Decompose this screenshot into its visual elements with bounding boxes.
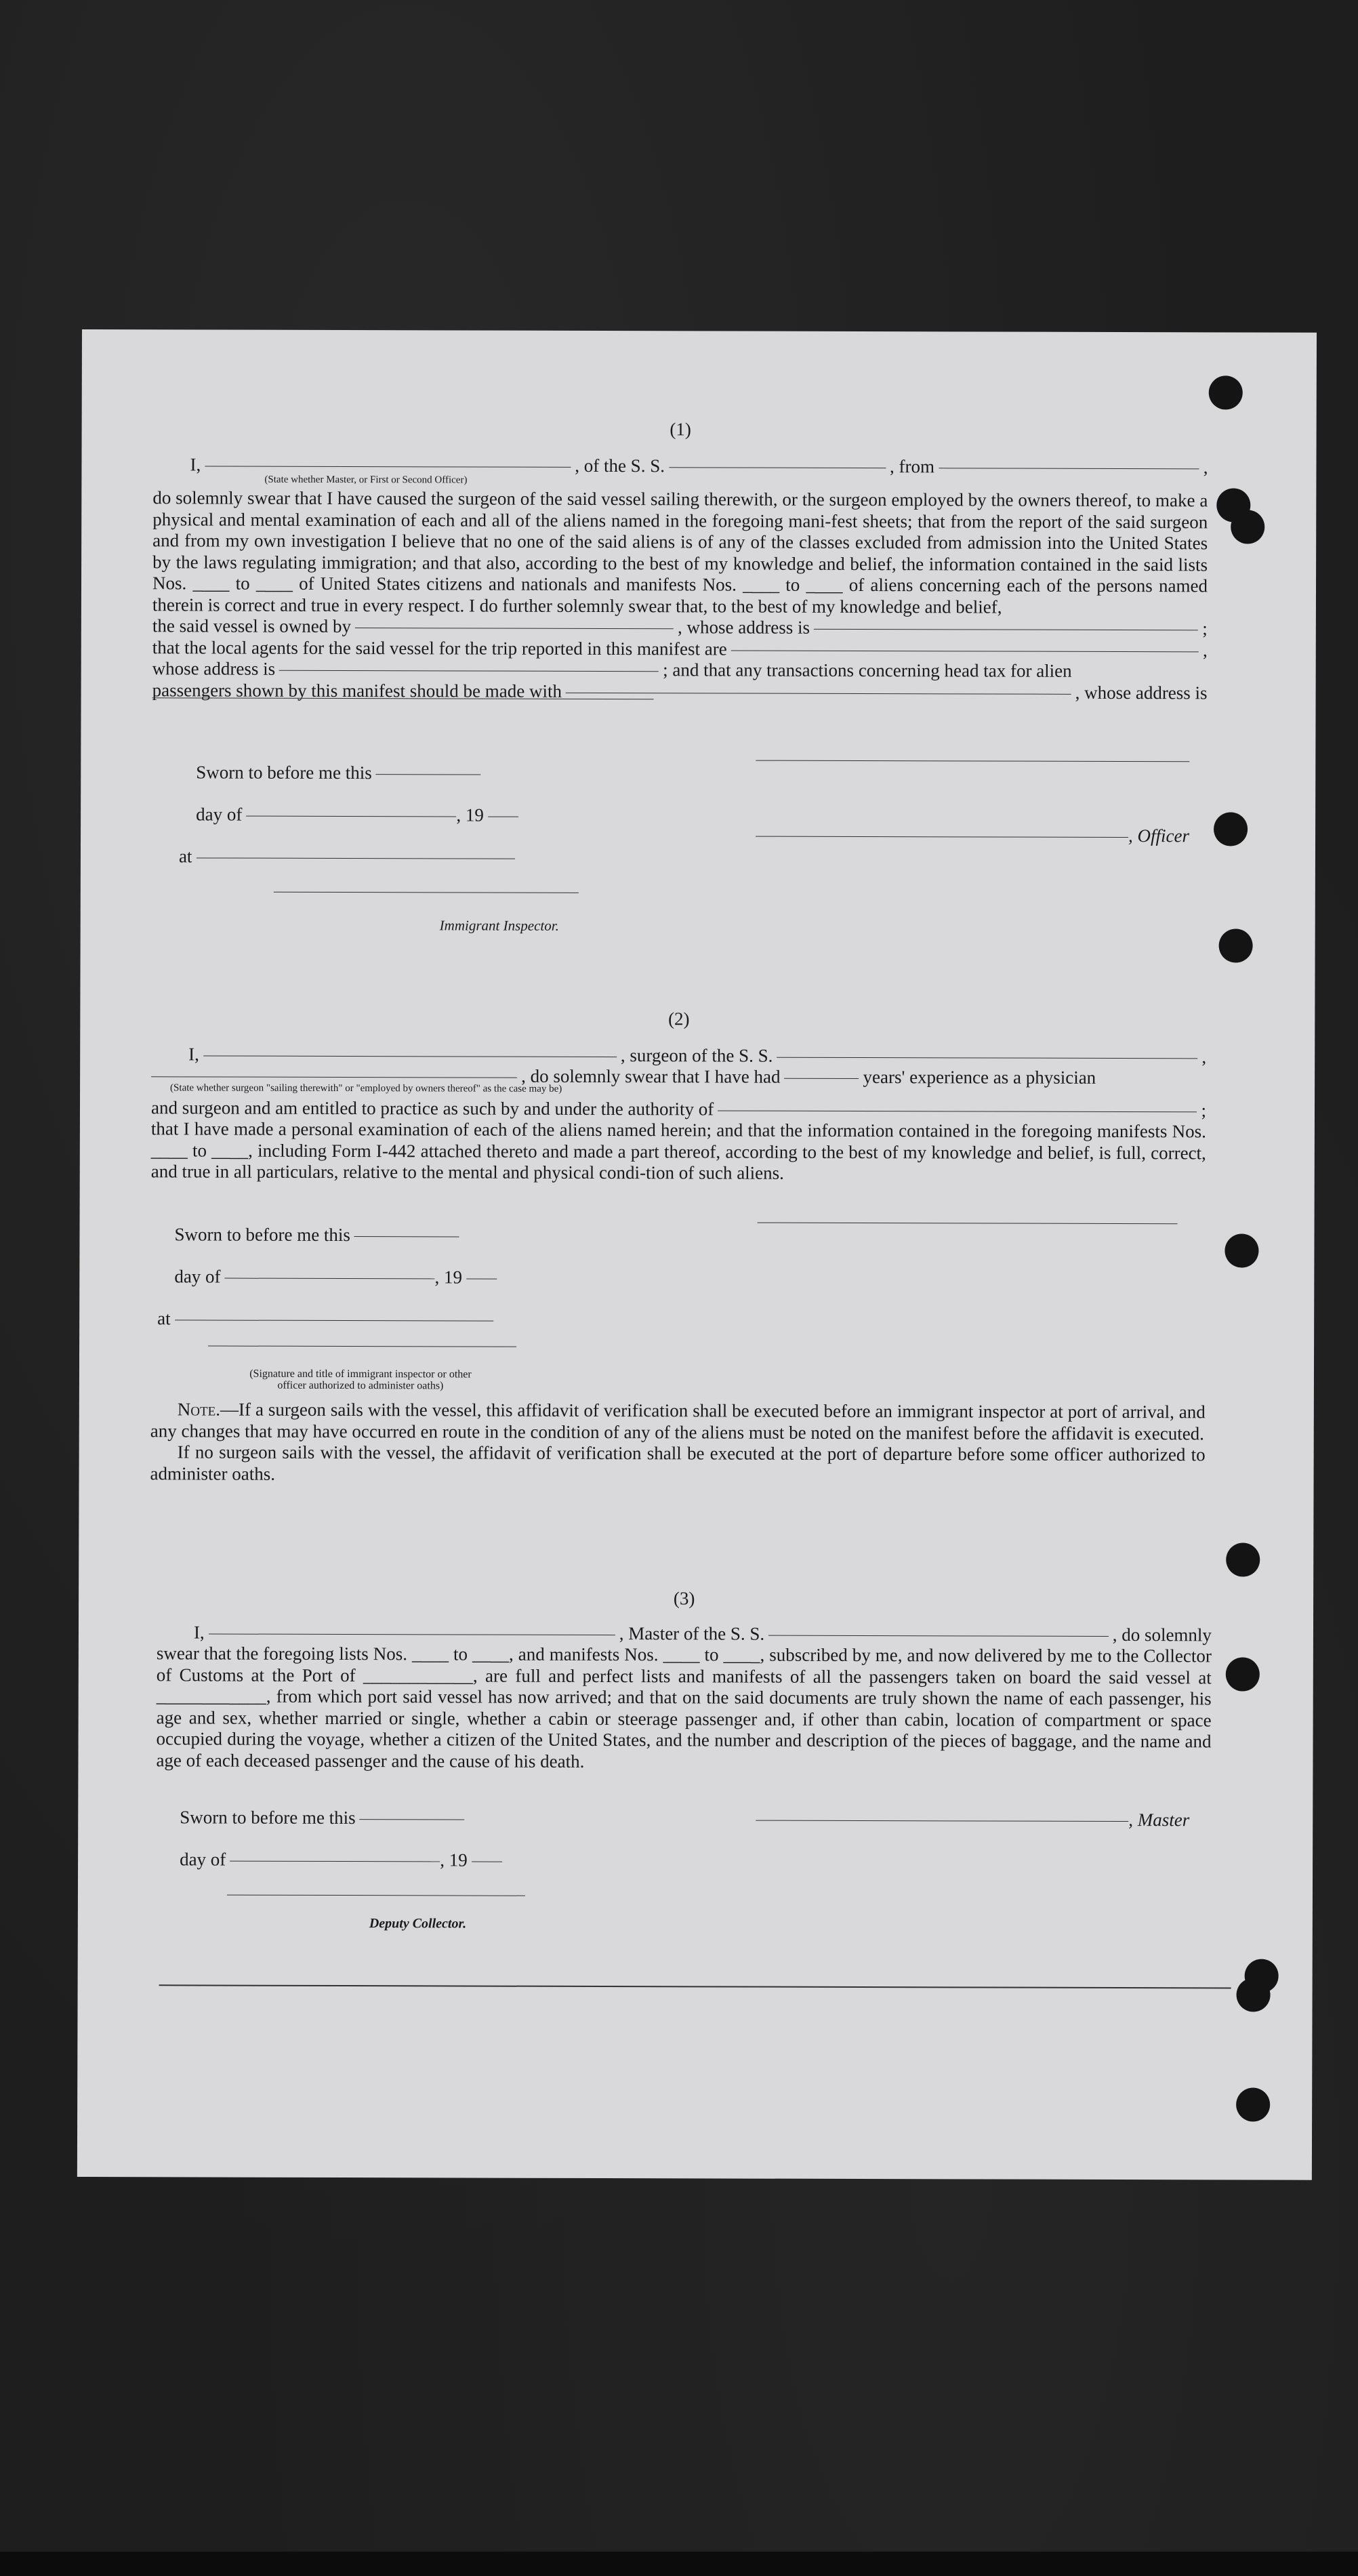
section-3: (3) I, , Master of the S. S. , do solemnly swear that the foregoing lists Nos. ____ to ____, and manifests Nos. ____ to ____, subscribed by me, and now delivered by me to the Collector of Customs at the Port of ____________, are full and perfect lists and manifests of all the passengers taken on board the said vessel at ____________, from which port said vessel has now arrived; and that on the said documents are truly shown the name of each passenger, his age and sex, whether married or single, whether a cabin or steerage passenger and, if other than cabin, location of compartment or space occupied during the voyage, whether a citizen of the United States, and the number and description of the pieces of baggage, and the name and age of each deceased passenger and the cause of his death. bbox=[156, 1587, 1212, 1774]
year-field[interactable] bbox=[488, 816, 518, 817]
surgeon-note: Note.—If a surgeon sails with the vessel, this affidavit of verification shall be executed before an immigrant inspector at port of arrival, and any changes that may have occurred en route in the condition of any of the aliens must be noted on the manifest before the affidavit is executed. If no surgeon sails with the vessel, the affidavit of verification shall be executed at the port of departure before some officer authorized to administer oaths. bbox=[150, 1399, 1206, 1484]
surgeon-vessel-field[interactable] bbox=[777, 1056, 1197, 1059]
manifest-affidavit-page bbox=[77, 329, 1317, 2180]
master-signature-field[interactable] bbox=[756, 1820, 1128, 1822]
section-2: (2) I, , surgeon of the S. S. , , do solemnly swear that I have had years' experience as a physician (State whether surgeon "sailing therewith" or "employed by owners thereof" as the case may be) and surgeon and am entitled to practice as such by and under the authority of ; that I have made a personal examination of each of the aliens named herein; and that the information contained in the foregoing manifests Nos. ____ to ____, including Form I-442 attached thereto and made a part thereof, according to the best of my knowledge and belief, is full, correct, and true in all particulars, relative to the mental and physical condi-tion of such aliens. bbox=[151, 1007, 1207, 1185]
surgeon-caption: (State whether surgeon "sailing therewith" or "employed by owners thereof" as the case may be) bbox=[170, 1082, 562, 1095]
master-oath-body: swear that the foregoing lists Nos. ____ to ____, and manifests Nos. ____ to ____, subscribed by me, and now delivered by me to the Collector of Customs at the Port of ____________, are full and perfect lists and manifests of all the passengers taken on board the said vessel at ____________, from which port said vessel has now arrived; and that on the said documents are truly shown the name of each passenger, his age and sex, whether married or single, whether a cabin or steerage passenger and, if other than cabin, location of compartment or space occupied during the voyage, whether a citizen of the United States, and the number and description of the pieces of baggage, and the name and age of each deceased passenger and the cause of his death. bbox=[156, 1643, 1212, 1772]
collector-signature-field[interactable] bbox=[227, 1894, 525, 1896]
surgeon-type-field[interactable] bbox=[151, 1076, 517, 1078]
owner-address-field[interactable] bbox=[814, 628, 1198, 630]
sworn-date-field[interactable] bbox=[354, 1235, 459, 1237]
inspector-signature-field[interactable] bbox=[274, 891, 579, 893]
officer-signature-block bbox=[756, 764, 1189, 860]
vessel-name-field[interactable] bbox=[669, 466, 886, 468]
punch-hole bbox=[1225, 1233, 1258, 1267]
section-number: (2) bbox=[668, 1008, 690, 1029]
day-of-field[interactable] bbox=[246, 815, 456, 817]
from-port-field[interactable] bbox=[939, 467, 1199, 469]
master-name-field[interactable] bbox=[209, 1633, 615, 1635]
deputy-caption: Deputy Collector. bbox=[369, 1916, 467, 1931]
surgeon-oath-body: that I have made a personal examination of each of the aliens named herein; and that the information contained in the foregoing manifests Nos. ____ to ____, including Form I-442 attached thereto and made a part thereof, according to the best of my knowledge and belief, is full, correct, and true in all particulars, relative to the mental and physical condi-tion of such aliens. bbox=[150, 1118, 1206, 1183]
officer-signature-field[interactable] bbox=[756, 836, 1128, 838]
surgeon-signature-line[interactable] bbox=[758, 1222, 1178, 1225]
section-1-sworn: Sworn to before me this day of , 19 at Immigrant Inspector. bbox=[196, 762, 1213, 936]
day-of-field[interactable] bbox=[230, 1860, 440, 1862]
year-field[interactable] bbox=[466, 1277, 497, 1279]
section-number: (1) bbox=[670, 419, 691, 440]
agents-address-field[interactable] bbox=[279, 670, 659, 672]
section-3-sworn: Sworn to before me this day of , 19 Deputy Collector. bbox=[180, 1807, 1196, 1934]
section-1: (1) I, , of the S. S. , from , (State whether Master, or First or Second Officer) do solemnly swear that I have caused the surgeon of the said vessel sailing therewith, or the surgeon employed by the owners thereof, to make a physical and mental examination of each and all of the aliens named in the foregoing mani-fest sheets; that from the report of the said surgeon and from my own investigation I believe that no one of the said aliens is of any of the classes excluded from admission into the United States by the laws regulating immigration; and that also, according to the best of my knowledge and belief, the information contained in the said lists Nos. ____ to ____ of United States citizens and nationals and manifests Nos. ____ to ____ of aliens concerning each of the persons named therein is correct and true in every respect. I do further solemnly swear that, to the best of my knowledge and belief, the said vessel is owned by , whose address is ; that the local agents for the said vessel for the trip reported in this manifest are , whose address is ; and that any transactions concerning head tax for alien passengers shown by this manifest should be made with , whose address is bbox=[152, 419, 1208, 703]
master-vessel-field[interactable] bbox=[768, 1634, 1109, 1636]
sworn-date-field[interactable] bbox=[360, 1818, 465, 1820]
oath-intro: I, bbox=[190, 453, 201, 474]
master-label: , Master bbox=[1128, 1810, 1190, 1831]
officer-label: , Officer bbox=[1128, 825, 1190, 846]
bottom-rule bbox=[159, 1984, 1231, 1988]
punch-hole bbox=[1237, 1978, 1271, 2011]
from-label: , from bbox=[889, 455, 935, 476]
day-of-field[interactable] bbox=[225, 1277, 435, 1280]
head-tax-contact-field[interactable] bbox=[566, 691, 1071, 694]
master-signature-block bbox=[756, 1809, 1189, 1844]
surgeon-signature-block bbox=[757, 1226, 1177, 1261]
inspector-signature-field[interactable] bbox=[208, 1345, 516, 1347]
punch-hole bbox=[1226, 1657, 1260, 1691]
punch-hole bbox=[1214, 812, 1248, 846]
years-experience-field[interactable] bbox=[784, 1078, 859, 1079]
signature-caption: (Signature and title of immigrant inspector or other officer authorized to administer oaths) bbox=[249, 1368, 472, 1392]
surgeon-name-field[interactable] bbox=[203, 1055, 617, 1057]
officer-signature-line[interactable] bbox=[756, 760, 1189, 762]
officer-name-field[interactable] bbox=[205, 465, 571, 467]
note-label: Note. bbox=[177, 1399, 221, 1420]
sworn-date-field[interactable] bbox=[376, 773, 481, 775]
year-field[interactable] bbox=[472, 1861, 502, 1862]
section-2-sworn: Sworn to before me this day of , 19 at (Signature and title of immigrant inspector or other officer authorized to administer oaths) bbox=[174, 1224, 1191, 1393]
at-place-field[interactable] bbox=[175, 1319, 493, 1321]
at-place-field[interactable] bbox=[196, 857, 514, 859]
punch-hole bbox=[1236, 2087, 1270, 2121]
scan-bottom-band bbox=[0, 2552, 1358, 2576]
of-the-ss-label: , of the S. S. bbox=[575, 455, 665, 476]
punch-hole bbox=[1231, 510, 1264, 544]
oath-body: do solemnly swear that I have caused the surgeon of the said vessel sailing therewith, or the surgeon employed by the owners thereof, to make a physical and mental examination of each and all of the aliens named in the foregoing mani-fest sheets; that from the report of the said surgeon and from my own investigation I believe that no one of the said aliens is of any of the classes excluded from admission into the United States by the laws regulating immigration; and that also, according to the best of my knowledge and belief, the information contained in the said lists Nos. ____ to ____ of United States citizens and nationals and manifests Nos. ____ to ____ of aliens concerning each of the persons named therein is correct and true in every respect. I do further solemnly swear that, to the best of my knowledge and belief, bbox=[152, 487, 1208, 617]
punch-hole bbox=[1219, 928, 1253, 962]
punch-hole bbox=[1226, 1542, 1260, 1576]
punch-hole bbox=[1209, 375, 1243, 409]
officer-caption: (State whether Master, or First or Second Officer) bbox=[264, 474, 468, 486]
local-agents-field[interactable] bbox=[731, 649, 1199, 652]
authority-field[interactable] bbox=[718, 1109, 1197, 1112]
section-number: (3) bbox=[673, 1588, 695, 1609]
inspector-caption: Immigrant Inspector. bbox=[439, 917, 559, 934]
owner-field[interactable] bbox=[355, 627, 674, 629]
